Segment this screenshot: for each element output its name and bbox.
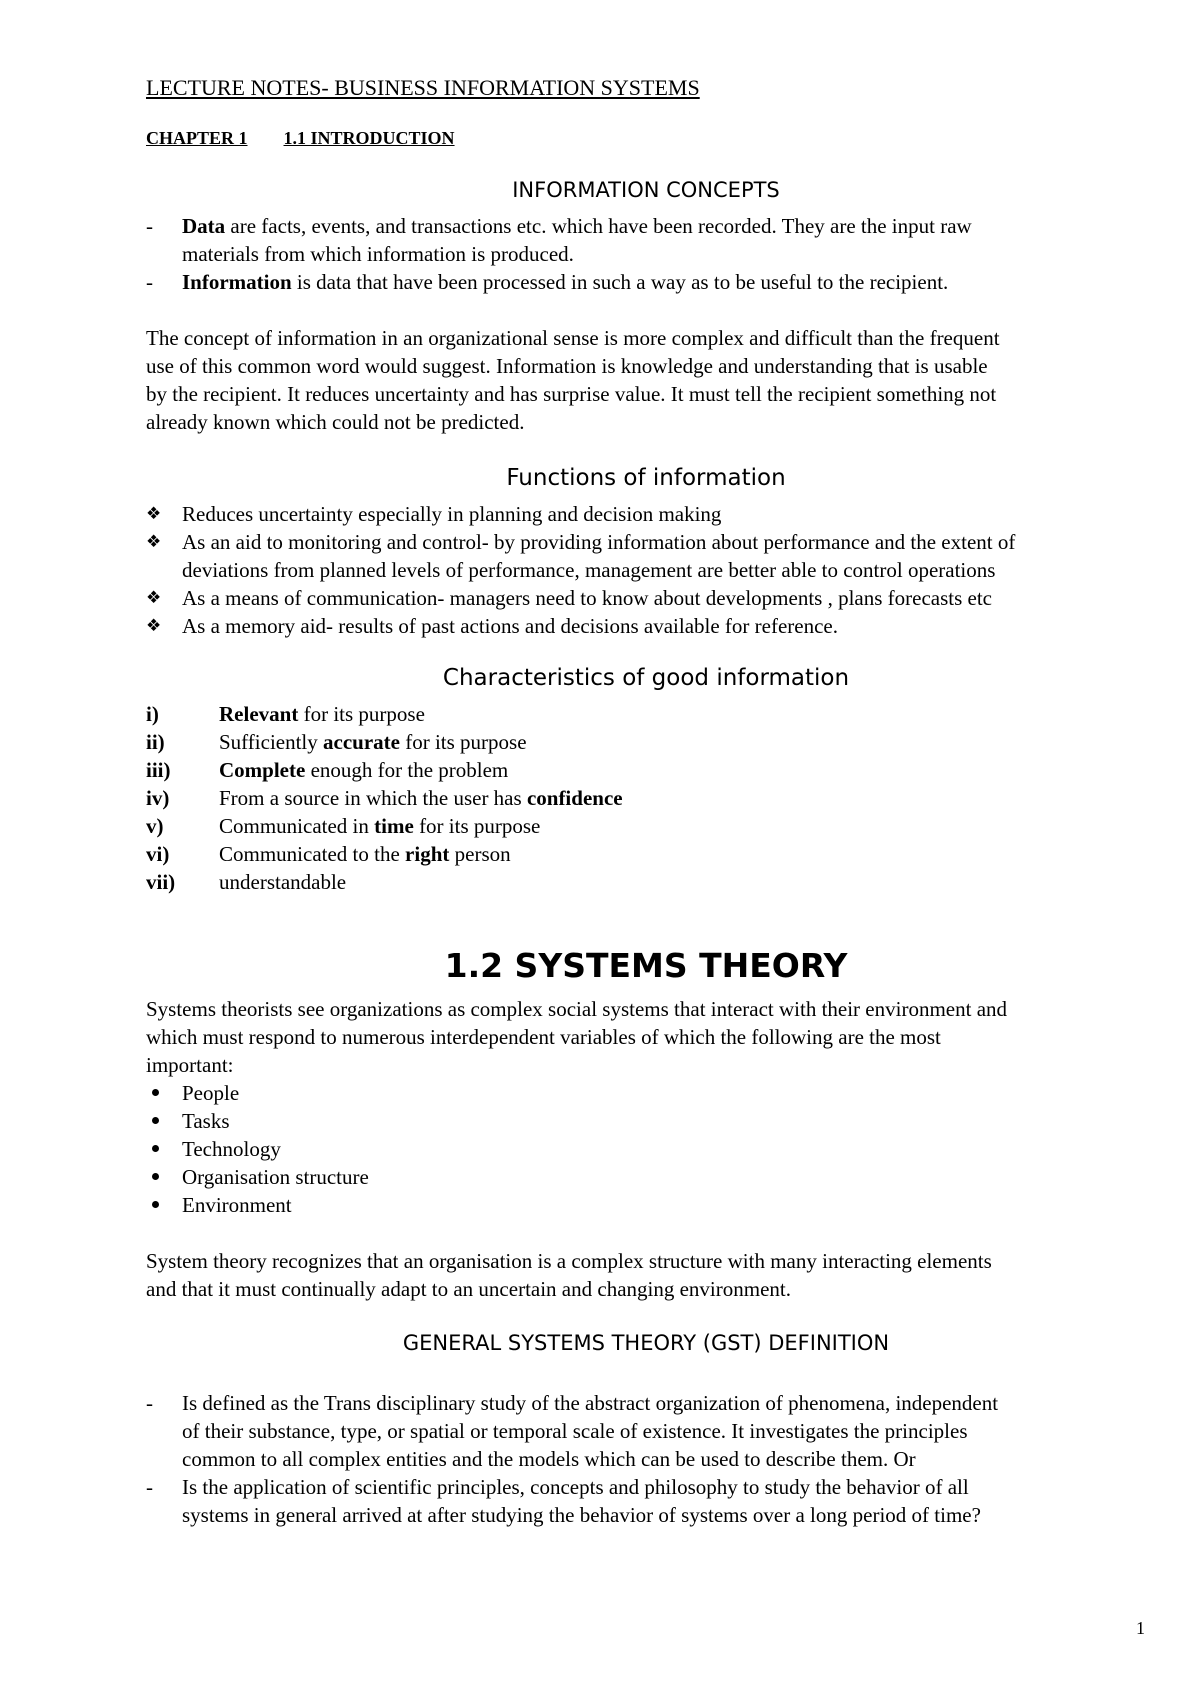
list-item — [146, 268, 1156, 296]
text-part: Communicated in — [219, 814, 375, 838]
systems-theory-heading: 1.2 SYSTEMS THEORY — [444, 946, 848, 985]
list-item — [146, 1191, 1156, 1219]
term-data: Data — [182, 214, 226, 238]
dash-marker: - — [146, 214, 153, 238]
diamond-bullet-icon: ❖ — [146, 504, 162, 523]
text-part: Communicated to the — [219, 842, 406, 866]
gst-heading: GENERAL SYSTEMS THEORY (GST) DEFINITION — [402, 1331, 890, 1355]
bullet-dot-icon — [152, 1145, 159, 1152]
variable-text: People — [182, 1081, 240, 1105]
definition-text: are facts, events, and transactions etc. which have been recorded. They are the input raw — [225, 214, 972, 238]
text-part: enough for the problem — [305, 758, 509, 782]
list-item — [146, 728, 1156, 756]
list-item — [146, 1389, 1156, 1473]
document-title: LECTURE NOTES- BUSINESS INFORMATION SYSTEMS — [146, 75, 700, 100]
definition-text: is data that have been processed in such a way as to be useful to the recipient. — [291, 270, 949, 294]
list-item — [146, 212, 1156, 268]
list-item — [146, 784, 1156, 812]
function-text: deviations from planned levels of performance, management are better able to control operations — [182, 558, 996, 582]
definition-text: of their substance, type, or spatial or temporal scale of existence. It investigates the principles — [182, 1419, 968, 1443]
definition-text: systems in general arrived at after studying the behavior of systems over a long period of time? — [182, 1503, 981, 1527]
paragraph-line: and that it must continually adapt to an uncertain and changing environment. — [146, 1277, 791, 1301]
list-item — [146, 1079, 1156, 1107]
function-text: As an aid to monitoring and control- by providing information about performance and the extent of — [182, 530, 1016, 554]
text-part: person — [449, 842, 511, 866]
variable-text: Tasks — [182, 1109, 230, 1133]
bullet-dot-icon — [152, 1089, 159, 1096]
characteristics-heading: Characteristics of good information — [442, 665, 850, 691]
paragraph-line: already known which could not be predicted. — [146, 410, 525, 434]
bullet-dot-icon — [152, 1173, 159, 1180]
text-part: for its purpose — [399, 730, 527, 754]
chapter-heading — [146, 124, 455, 152]
paragraph-line: important: — [146, 1053, 234, 1077]
paragraph-line: use of this common word would suggest. Information is knowledge and understanding that is usable — [146, 354, 988, 378]
bullet-dot-icon — [152, 1201, 159, 1208]
bullet-dot-icon — [152, 1117, 159, 1124]
roman-numeral: ii) — [146, 730, 165, 754]
bold-term: time — [374, 814, 414, 838]
list-item — [146, 868, 1156, 896]
paragraph-line: System theory recognizes that an organisation is a complex structure with many interacting elements — [146, 1249, 992, 1273]
function-text: As a memory aid- results of past actions and decisions available for reference. — [182, 614, 839, 638]
term-information: Information — [182, 270, 292, 294]
definition-text: Is the application of scientific principles, concepts and philosophy to study the behavior of all — [182, 1475, 969, 1499]
paragraph-line: Systems theorists see organizations as complex social systems that interact with their environment and — [146, 997, 1008, 1021]
roman-numeral: iv) — [146, 786, 170, 810]
diamond-bullet-icon: ❖ — [146, 616, 162, 635]
paragraph-line: by the recipient. It reduces uncertainty and has surprise value. It must tell the recipient something not — [146, 382, 997, 406]
bold-term: right — [405, 842, 450, 866]
text-part: Sufficiently — [219, 730, 324, 754]
definition-text: Is defined as the Trans disciplinary study of the abstract organization of phenomena, independent — [182, 1391, 999, 1415]
list-item — [146, 1163, 1156, 1191]
list-item — [146, 700, 1156, 728]
variable-text: Environment — [182, 1193, 292, 1217]
page-number: 1 — [1136, 1618, 1145, 1638]
list-item — [146, 756, 1156, 784]
list-item — [146, 840, 1156, 868]
chapter-label: CHAPTER 1 — [146, 128, 248, 148]
roman-numeral: iii) — [146, 758, 171, 782]
text-part: understandable — [219, 870, 347, 894]
roman-numeral: i) — [146, 702, 159, 726]
text-part: for its purpose — [413, 814, 541, 838]
list-item — [146, 1107, 1156, 1135]
dash-marker: - — [146, 1475, 153, 1499]
information-paragraph — [146, 324, 1156, 436]
diamond-bullet-icon: ❖ — [146, 588, 162, 607]
section-label: 1.1 INTRODUCTION — [283, 128, 455, 148]
bold-term: Relevant — [219, 702, 299, 726]
paragraph-line: The concept of information in an organizational sense is more complex and difficult than the frequent — [146, 326, 1000, 350]
variable-text: Organisation structure — [182, 1165, 369, 1189]
list-item — [146, 812, 1156, 840]
bold-term: Complete — [219, 758, 306, 782]
roman-numeral: vi) — [146, 842, 170, 866]
paragraph-line: which must respond to numerous interdependent variables of which the following are the most — [146, 1025, 941, 1049]
text-part: for its purpose — [298, 702, 425, 726]
bold-term: confidence — [526, 786, 623, 810]
roman-numeral: v) — [146, 814, 164, 838]
diamond-bullet-icon: ❖ — [146, 532, 162, 551]
list-item — [146, 1473, 1156, 1529]
function-text: Reduces uncertainty especially in planning and decision making — [182, 502, 722, 526]
variable-text: Technology — [182, 1137, 281, 1161]
information-concepts-heading: INFORMATION CONCEPTS — [512, 178, 780, 202]
dash-marker: - — [146, 1391, 153, 1415]
definition-text: common to all complex entities and the models which can be used to describe them. Or — [182, 1447, 916, 1471]
text-part: From a source in which the user has — [219, 786, 527, 810]
bold-term: accurate — [323, 730, 400, 754]
functions-heading: Functions of information — [506, 465, 786, 491]
dash-marker: - — [146, 270, 153, 294]
function-text: As a means of communication- managers need to know about developments , plans forecasts etc — [182, 586, 993, 610]
list-item — [146, 1135, 1156, 1163]
definition-text: materials from which information is produced. — [182, 242, 574, 266]
systems-theory-conclusion — [146, 1247, 1156, 1303]
systems-theory-intro — [146, 995, 1156, 1079]
roman-numeral: vii) — [146, 870, 176, 894]
